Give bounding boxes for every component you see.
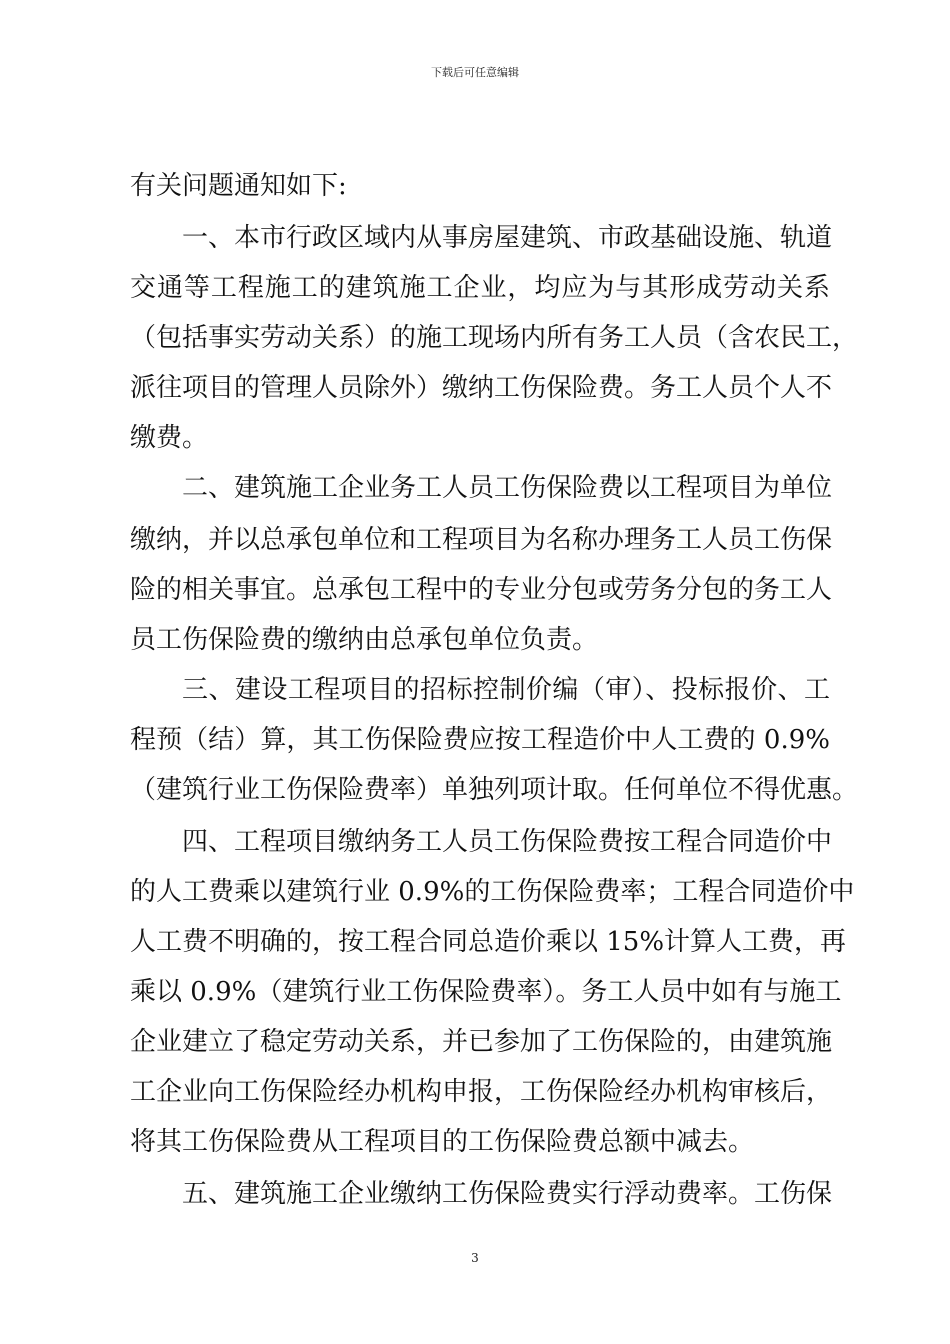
text-line: 的人工费乘以建筑行业 0.9%的工伤保险费率；工程合同造价中 xyxy=(130,877,855,907)
page-number: 3 xyxy=(471,1251,479,1265)
text-line: 工企业向工伤保险经办机构申报，工伤保险经办机构审核后， xyxy=(130,1077,833,1107)
text-line: 交通等工程施工的建筑施工企业，均应为与其形成劳动关系 xyxy=(130,273,830,303)
text-line: 员工伤保险费的缴纳由总承包单位负责。 xyxy=(130,625,599,655)
text-line: 二、建筑施工企业务工人员工伤保险费以工程项目为单位 xyxy=(182,473,833,503)
text-line: （包括事实劳动关系）的施工现场内所有务工人员（含农民工， xyxy=(130,323,859,353)
text-line: 有关问题通知如下: xyxy=(130,171,347,201)
text-line: 一、本市行政区域内从事房屋建筑、市政基础设施、轨道 xyxy=(182,223,833,253)
text-line: 五、建筑施工企业缴纳工伤保险费实行浮动费率。工伤保 xyxy=(182,1179,833,1209)
text-line: 企业建立了稳定劳动关系，并已参加了工伤保险的，由建筑施 xyxy=(130,1027,833,1057)
text-line: 派往项目的管理人员除外）缴纳工伤保险费。务工人员个人不 xyxy=(130,373,833,403)
text-line: 将其工伤保险费从工程项目的工伤保险费总额中减去。 xyxy=(130,1127,755,1157)
page-header: 下载后可任意编辑 xyxy=(431,66,519,79)
text-line: 人工费不明确的，按工程合同总造价乘以 15%计算人工费，再 xyxy=(130,927,847,957)
text-line: 四、工程项目缴纳务工人员工伤保险费按工程合同造价中 xyxy=(182,827,833,857)
text-line: 程预（结）算，其工伤保险费应按工程造价中人工费的 0.9% xyxy=(130,725,830,755)
text-line: 险的相关事宜。总承包工程中的专业分包或劳务分包的务工人 xyxy=(130,575,833,605)
text-line: 缴费。 xyxy=(130,423,209,453)
text-line: （建筑行业工伤保险费率）单独列项计取。任何单位不得优惠。 xyxy=(130,775,859,805)
text-line: 乘以 0.9%（建筑行业工伤保险费率）。务工人员中如有与施工 xyxy=(130,977,842,1007)
text-line: 三、建设工程项目的招标控制价编（审）、投标报价、工 xyxy=(182,675,830,705)
text-line: 缴纳，并以总承包单位和工程项目为名称办理务工人员工伤保 xyxy=(130,525,833,555)
